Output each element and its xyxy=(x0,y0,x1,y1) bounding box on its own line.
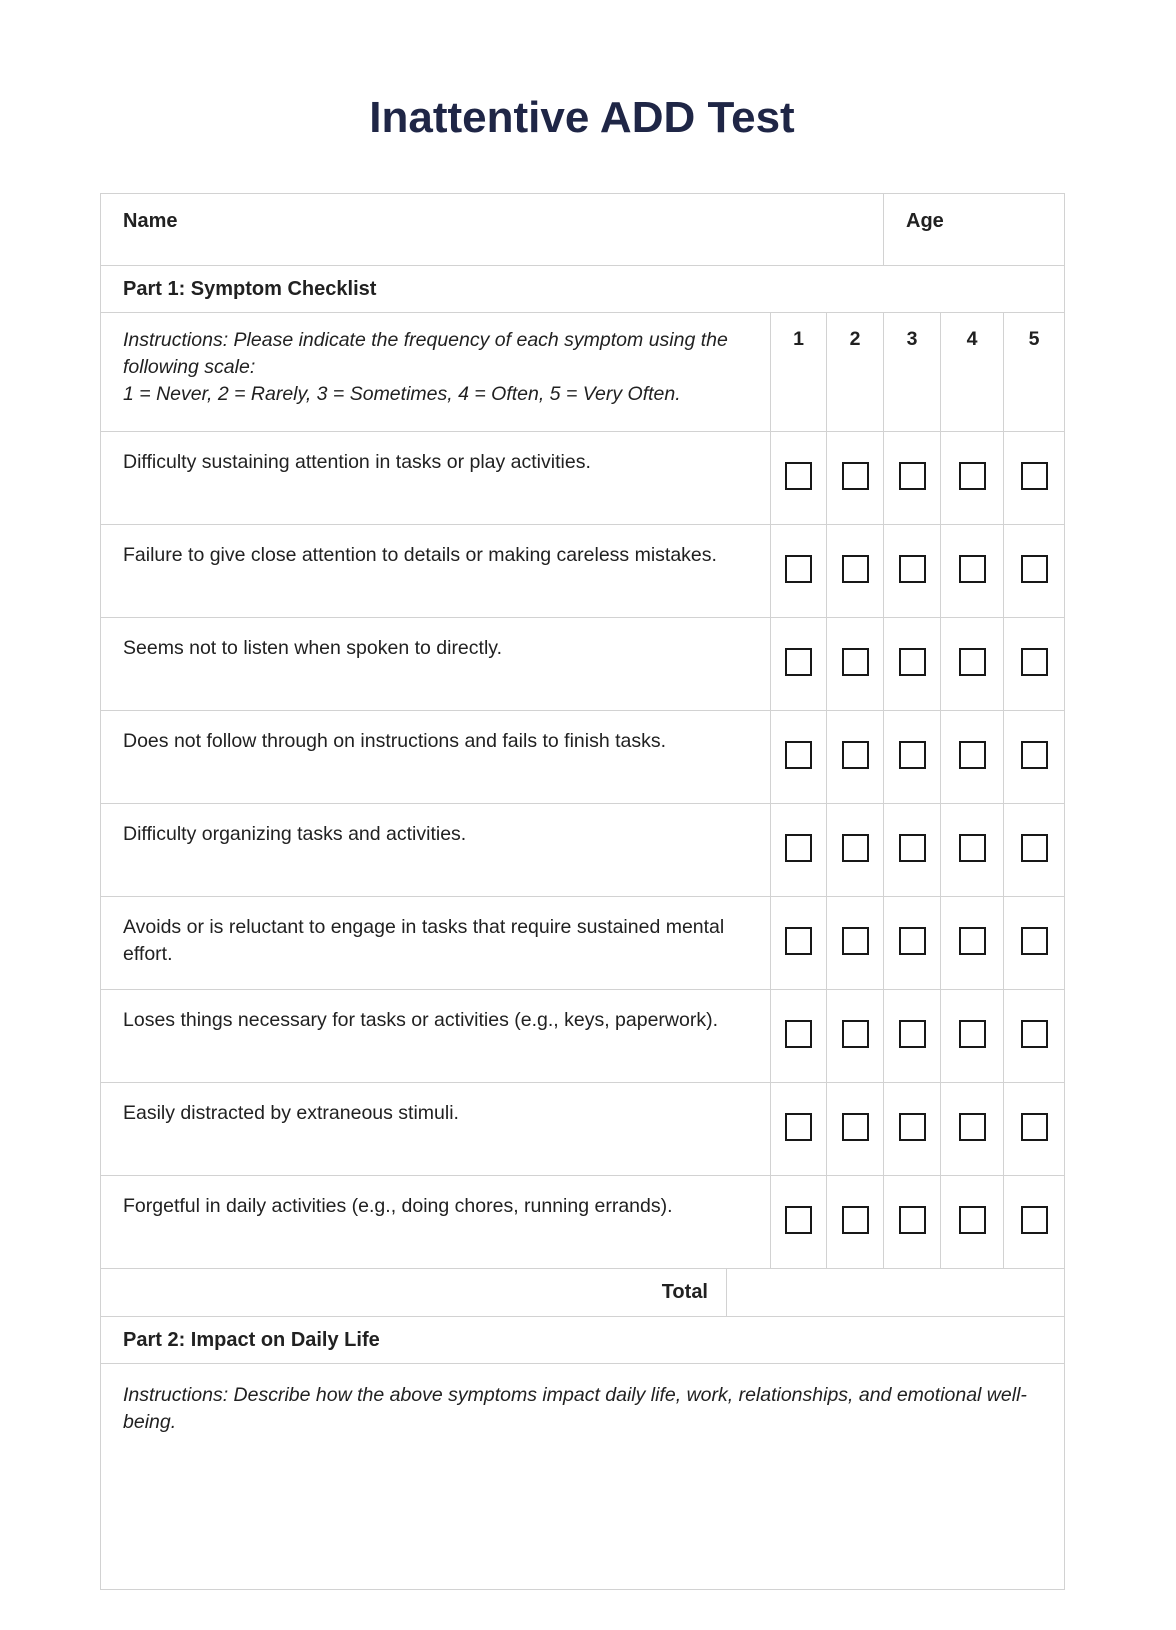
checkbox-cell xyxy=(941,432,1004,525)
checkbox-cell xyxy=(771,432,827,525)
symptom-checkbox[interactable] xyxy=(785,1020,812,1048)
checkbox-cell xyxy=(1004,711,1065,804)
symptom-checkbox[interactable] xyxy=(842,648,869,676)
symptom-checkbox[interactable] xyxy=(1021,648,1048,676)
checkbox-cell xyxy=(884,1176,941,1269)
checkbox-cell xyxy=(884,432,941,525)
part2-response-area[interactable] xyxy=(123,1436,1056,1566)
symptom-text: Seems not to listen when spoken to directly. xyxy=(101,618,771,711)
symptom-checkbox[interactable] xyxy=(842,1206,869,1234)
checkbox-cell xyxy=(884,897,941,990)
part1-header-row xyxy=(101,266,1065,313)
checkbox-cell xyxy=(941,711,1004,804)
checkbox-cell xyxy=(941,1083,1004,1176)
symptom-checkbox[interactable] xyxy=(842,834,869,862)
symptom-checkbox[interactable] xyxy=(959,462,986,490)
checkbox-cell xyxy=(1004,990,1065,1083)
scale-header-row xyxy=(101,313,1065,432)
symptom-row xyxy=(101,804,1065,897)
checkbox-cell xyxy=(884,618,941,711)
checkbox-cell xyxy=(1004,432,1065,525)
symptom-checkbox[interactable] xyxy=(959,555,986,583)
symptom-checkbox[interactable] xyxy=(899,1206,926,1234)
name-age-row xyxy=(101,194,1065,266)
symptom-text: Difficulty organizing tasks and activities. xyxy=(101,804,771,897)
checkbox-cell xyxy=(1004,897,1065,990)
checkbox-cell xyxy=(827,897,884,990)
scale-label-4: 4 xyxy=(941,313,1004,432)
symptom-checkbox[interactable] xyxy=(842,555,869,583)
checkbox-cell xyxy=(1004,618,1065,711)
checkbox-cell xyxy=(771,525,827,618)
checkbox-cell xyxy=(771,804,827,897)
symptom-checkbox[interactable] xyxy=(899,834,926,862)
symptom-checkbox[interactable] xyxy=(899,1020,926,1048)
name-field[interactable] xyxy=(101,194,884,266)
checkbox-cell xyxy=(941,897,1004,990)
checkbox-cell xyxy=(771,897,827,990)
symptom-checkbox[interactable] xyxy=(1021,462,1048,490)
symptom-text: Forgetful in daily activities (e.g., doing chores, running errands). xyxy=(101,1176,771,1269)
symptom-row xyxy=(101,1083,1065,1176)
symptom-checkbox[interactable] xyxy=(959,648,986,676)
checkbox-cell xyxy=(884,711,941,804)
age-label: Age xyxy=(906,210,944,232)
symptom-checkbox[interactable] xyxy=(785,741,812,769)
symptom-checkbox[interactable] xyxy=(842,927,869,955)
checkbox-cell xyxy=(884,990,941,1083)
part2-instructions-row xyxy=(101,1364,1065,1590)
symptom-checkbox[interactable] xyxy=(959,834,986,862)
checkbox-cell xyxy=(771,618,827,711)
symptom-text: Loses things necessary for tasks or activities (e.g., keys, paperwork). xyxy=(101,990,771,1083)
symptom-row xyxy=(101,525,1065,618)
checkbox-cell xyxy=(941,1176,1004,1269)
part1-instructions-line1: Instructions: Please indicate the frequency of each symptom using the following scale: xyxy=(123,329,728,378)
checkbox-cell xyxy=(827,618,884,711)
part2-header-row xyxy=(101,1317,1065,1364)
part2-instructions xyxy=(101,1364,1065,1590)
checkbox-cell xyxy=(827,711,884,804)
part1-instructions xyxy=(101,313,771,432)
symptom-checkbox[interactable] xyxy=(959,1206,986,1234)
symptom-checkbox[interactable] xyxy=(899,741,926,769)
checkbox-cell xyxy=(771,990,827,1083)
symptom-checkbox[interactable] xyxy=(899,462,926,490)
symptom-checkbox[interactable] xyxy=(1021,834,1048,862)
symptom-text: Failure to give close attention to details or making careless mistakes. xyxy=(101,525,771,618)
scale-label-5: 5 xyxy=(1004,313,1065,432)
checkbox-cell xyxy=(884,1083,941,1176)
symptom-checkbox[interactable] xyxy=(899,1113,926,1141)
checkbox-cell xyxy=(1004,1176,1065,1269)
checkbox-cell xyxy=(827,1083,884,1176)
checkbox-cell xyxy=(884,804,941,897)
scale-label-2: 2 xyxy=(827,313,884,432)
checkbox-cell xyxy=(941,618,1004,711)
age-field[interactable] xyxy=(884,194,1065,266)
part1-instructions-line2: 1 = Never, 2 = Rarely, 3 = Sometimes, 4 = Often, 5 = Very Often. xyxy=(123,383,681,405)
symptom-checkbox[interactable] xyxy=(785,555,812,583)
symptom-row xyxy=(101,711,1065,804)
symptom-checkbox[interactable] xyxy=(1021,927,1048,955)
checkbox-cell xyxy=(1004,804,1065,897)
symptom-checkbox[interactable] xyxy=(959,1020,986,1048)
total-row xyxy=(101,1269,1065,1317)
symptom-row xyxy=(101,1176,1065,1269)
checkbox-cell xyxy=(771,1083,827,1176)
symptom-text: Avoids or is reluctant to engage in tasks that require sustained mental effort. xyxy=(101,897,771,990)
symptom-checkbox[interactable] xyxy=(785,1113,812,1141)
symptom-row xyxy=(101,990,1065,1083)
symptom-checkbox[interactable] xyxy=(899,648,926,676)
part2-header: Part 2: Impact on Daily Life xyxy=(101,1317,1065,1364)
symptom-checkbox[interactable] xyxy=(1021,1206,1048,1234)
checkbox-cell xyxy=(941,804,1004,897)
checkbox-cell xyxy=(884,525,941,618)
symptom-checkbox[interactable] xyxy=(785,648,812,676)
total-label: Total xyxy=(101,1269,727,1316)
symptom-row xyxy=(101,897,1065,990)
symptom-checkbox[interactable] xyxy=(899,927,926,955)
checkbox-cell xyxy=(1004,525,1065,618)
total-value-field[interactable] xyxy=(727,1269,1064,1316)
symptom-checkbox[interactable] xyxy=(899,555,926,583)
symptom-text: Easily distracted by extraneous stimuli. xyxy=(101,1083,771,1176)
symptom-checkbox[interactable] xyxy=(842,462,869,490)
form-table xyxy=(100,193,1065,1590)
checkbox-cell xyxy=(827,804,884,897)
symptom-checkbox[interactable] xyxy=(1021,555,1048,583)
checkbox-cell xyxy=(771,711,827,804)
symptom-checkbox[interactable] xyxy=(842,741,869,769)
checkbox-cell xyxy=(1004,1083,1065,1176)
symptom-checkbox[interactable] xyxy=(785,462,812,490)
symptom-checkbox[interactable] xyxy=(959,927,986,955)
symptom-text: Difficulty sustaining attention in tasks or play activities. xyxy=(101,432,771,525)
page-title: Inattentive ADD Test xyxy=(369,93,795,142)
symptom-checkbox[interactable] xyxy=(842,1113,869,1141)
checkbox-cell xyxy=(827,525,884,618)
symptom-row xyxy=(101,432,1065,525)
checkbox-cell xyxy=(941,525,1004,618)
part2-instructions-text: Instructions: Describe how the above symptoms impact daily life, work, relationships, and emotional well-being. xyxy=(123,1384,1027,1433)
symptom-checkbox[interactable] xyxy=(785,1206,812,1234)
symptom-checkbox[interactable] xyxy=(1021,1020,1048,1048)
checkbox-cell xyxy=(827,432,884,525)
symptom-text: Does not follow through on instructions and fails to finish tasks. xyxy=(101,711,771,804)
symptom-checkbox[interactable] xyxy=(959,1113,986,1141)
symptom-checkbox[interactable] xyxy=(842,1020,869,1048)
scale-label-3: 3 xyxy=(884,313,941,432)
checkbox-cell xyxy=(827,1176,884,1269)
part1-header: Part 1: Symptom Checklist xyxy=(101,266,1065,313)
symptom-checkbox[interactable] xyxy=(959,741,986,769)
symptom-row xyxy=(101,618,1065,711)
name-label: Name xyxy=(123,210,178,232)
symptom-checkbox[interactable] xyxy=(1021,1113,1048,1141)
checkbox-cell xyxy=(771,1176,827,1269)
symptom-checkbox[interactable] xyxy=(1021,741,1048,769)
scale-label-1: 1 xyxy=(771,313,827,432)
symptom-checkbox[interactable] xyxy=(785,927,812,955)
checkbox-cell xyxy=(941,990,1004,1083)
symptom-checkbox[interactable] xyxy=(785,834,812,862)
checkbox-cell xyxy=(827,990,884,1083)
